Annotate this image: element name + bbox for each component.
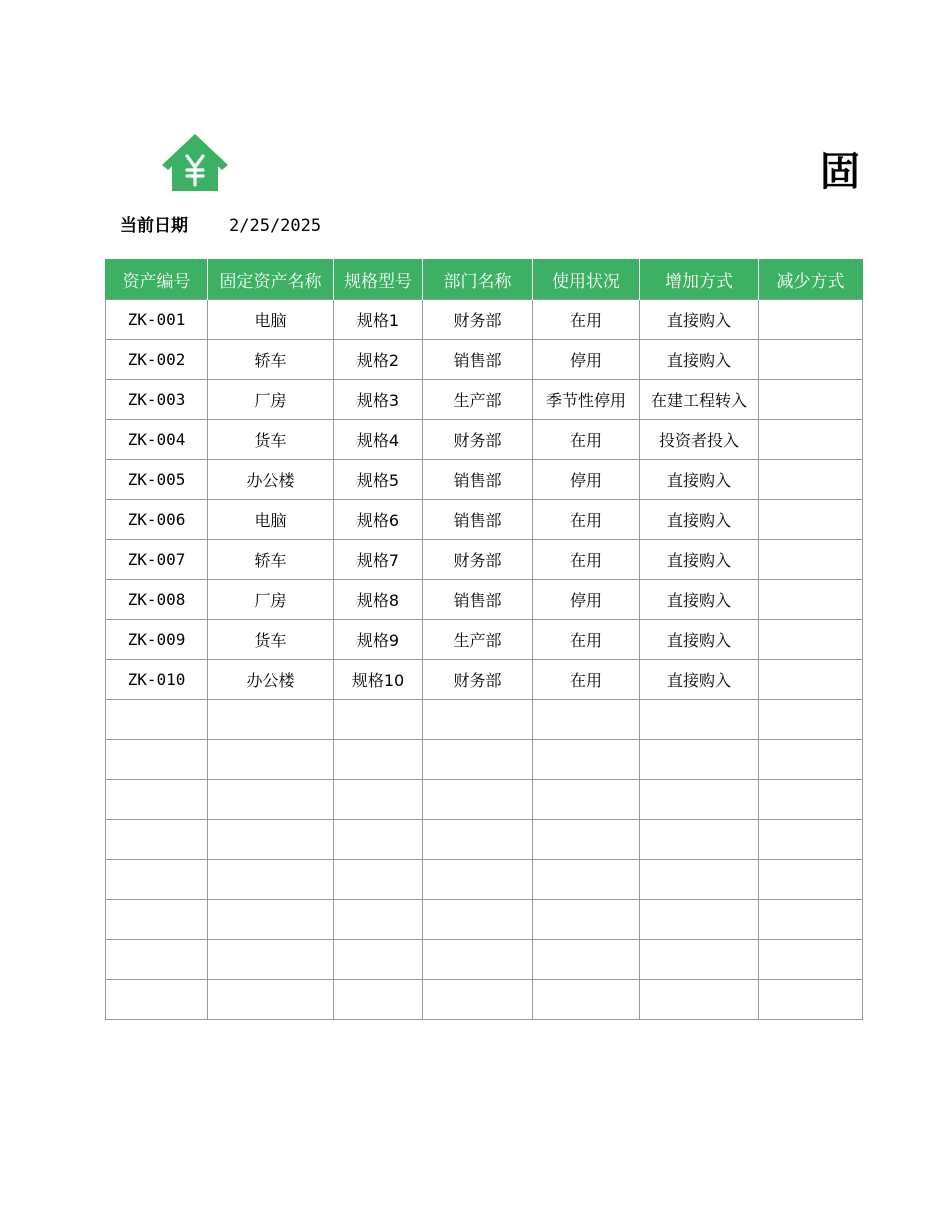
cell-spec-model[interactable]: 规格6 <box>334 500 423 540</box>
table-row <box>106 860 863 900</box>
cell-decrease-method[interactable] <box>759 660 863 700</box>
cell-usage-status[interactable] <box>533 980 640 1020</box>
cell-increase-method[interactable] <box>640 780 759 820</box>
cell-department[interactable] <box>423 980 533 1020</box>
cell-decrease-method[interactable] <box>759 420 863 460</box>
cell-usage-status[interactable]: 在用 <box>533 300 640 340</box>
cell-department[interactable]: 生产部 <box>423 620 533 660</box>
table-row <box>106 780 863 820</box>
cell-increase-method[interactable]: 直接购入 <box>640 660 759 700</box>
cell-decrease-method[interactable] <box>759 540 863 580</box>
cell-decrease-method[interactable] <box>759 940 863 980</box>
cell-usage-status[interactable]: 在用 <box>533 420 640 460</box>
cell-usage-status[interactable] <box>533 900 640 940</box>
cell-asset-id[interactable]: ZK-004 <box>106 420 208 460</box>
cell-asset-name[interactable]: 轿车 <box>208 540 334 580</box>
page-title: 固 <box>820 149 860 195</box>
cell-increase-method[interactable]: 直接购入 <box>640 300 759 340</box>
cell-decrease-method[interactable] <box>759 860 863 900</box>
cell-decrease-method[interactable] <box>759 500 863 540</box>
cell-department[interactable] <box>423 740 533 780</box>
cell-spec-model[interactable]: 规格1 <box>334 300 423 340</box>
cell-department[interactable] <box>423 780 533 820</box>
cell-decrease-method[interactable] <box>759 700 863 740</box>
cell-department[interactable]: 财务部 <box>423 660 533 700</box>
cell-asset-id[interactable] <box>106 900 208 940</box>
cell-spec-model[interactable] <box>334 940 423 980</box>
table-row <box>106 900 863 940</box>
cell-usage-status[interactable] <box>533 700 640 740</box>
cell-increase-method[interactable]: 直接购入 <box>640 340 759 380</box>
cell-asset-id[interactable] <box>106 700 208 740</box>
cell-decrease-method[interactable] <box>759 340 863 380</box>
cell-asset-id[interactable]: ZK-005 <box>106 460 208 500</box>
table-row <box>106 940 863 980</box>
cell-department[interactable] <box>423 900 533 940</box>
cell-increase-method[interactable]: 投资者投入 <box>640 420 759 460</box>
cell-department[interactable]: 销售部 <box>423 580 533 620</box>
cell-asset-name[interactable]: 货车 <box>208 620 334 660</box>
house-yen-icon <box>159 131 231 193</box>
cell-usage-status[interactable]: 在用 <box>533 620 640 660</box>
cell-asset-id[interactable]: ZK-002 <box>106 340 208 380</box>
cell-spec-model[interactable] <box>334 820 423 860</box>
column-header-asset-name: 固定资产名称 <box>208 259 334 300</box>
cell-increase-method[interactable]: 直接购入 <box>640 460 759 500</box>
cell-spec-model[interactable]: 规格5 <box>334 460 423 500</box>
cell-increase-method[interactable]: 在建工程转入 <box>640 380 759 420</box>
cell-decrease-method[interactable] <box>759 740 863 780</box>
cell-usage-status[interactable] <box>533 740 640 780</box>
cell-increase-method[interactable] <box>640 980 759 1020</box>
column-header-asset-id: 资产编号 <box>106 259 208 300</box>
cell-department[interactable]: 生产部 <box>423 380 533 420</box>
cell-usage-status[interactable]: 在用 <box>533 540 640 580</box>
column-header-department: 部门名称 <box>423 259 533 300</box>
cell-spec-model[interactable]: 规格3 <box>334 380 423 420</box>
cell-asset-id[interactable]: ZK-006 <box>106 500 208 540</box>
cell-usage-status[interactable] <box>533 780 640 820</box>
cell-asset-id[interactable]: ZK-008 <box>106 580 208 620</box>
cell-department[interactable]: 销售部 <box>423 500 533 540</box>
table-row <box>106 820 863 860</box>
cell-asset-name[interactable] <box>208 820 334 860</box>
cell-usage-status[interactable]: 在用 <box>533 660 640 700</box>
table-row <box>106 700 863 740</box>
cell-asset-id[interactable]: ZK-007 <box>106 540 208 580</box>
fixed-asset-table <box>105 259 863 1020</box>
cell-asset-name[interactable]: 轿车 <box>208 340 334 380</box>
column-header-decrease-method: 减少方式 <box>759 259 863 300</box>
cell-asset-id[interactable] <box>106 860 208 900</box>
cell-increase-method[interactable] <box>640 740 759 780</box>
cell-usage-status[interactable]: 停用 <box>533 580 640 620</box>
cell-asset-id[interactable]: ZK-001 <box>106 300 208 340</box>
cell-asset-name[interactable]: 办公楼 <box>208 460 334 500</box>
cell-department[interactable]: 财务部 <box>423 420 533 460</box>
table-row <box>106 460 863 500</box>
column-header-spec-model: 规格型号 <box>334 259 423 300</box>
cell-asset-name[interactable] <box>208 740 334 780</box>
cell-asset-name[interactable] <box>208 900 334 940</box>
cell-usage-status[interactable] <box>533 820 640 860</box>
table-row <box>106 420 863 460</box>
cell-asset-id[interactable] <box>106 980 208 1020</box>
cell-asset-name[interactable]: 电脑 <box>208 500 334 540</box>
cell-asset-name[interactable] <box>208 780 334 820</box>
cell-usage-status[interactable] <box>533 940 640 980</box>
cell-asset-id[interactable]: ZK-003 <box>106 380 208 420</box>
cell-asset-name[interactable]: 厂房 <box>208 380 334 420</box>
table-body <box>106 300 863 1020</box>
cell-decrease-method[interactable] <box>759 820 863 860</box>
table-row <box>106 500 863 540</box>
current-date-value[interactable]: 2/25/2025 <box>229 216 322 236</box>
cell-decrease-method[interactable] <box>759 460 863 500</box>
cell-increase-method[interactable]: 直接购入 <box>640 540 759 580</box>
cell-department[interactable] <box>423 820 533 860</box>
cell-department[interactable]: 销售部 <box>423 340 533 380</box>
column-header-usage-status: 使用状况 <box>533 259 640 300</box>
cell-spec-model[interactable]: 规格8 <box>334 580 423 620</box>
cell-decrease-method[interactable] <box>759 980 863 1020</box>
cell-increase-method[interactable] <box>640 700 759 740</box>
current-date-label: 当前日期 <box>120 216 188 236</box>
cell-spec-model[interactable] <box>334 780 423 820</box>
cell-asset-name[interactable] <box>208 940 334 980</box>
table-row <box>106 300 863 340</box>
cell-department[interactable]: 财务部 <box>423 540 533 580</box>
cell-increase-method[interactable] <box>640 820 759 860</box>
cell-asset-id[interactable] <box>106 780 208 820</box>
cell-asset-name[interactable]: 厂房 <box>208 580 334 620</box>
cell-spec-model[interactable]: 规格10 <box>334 660 423 700</box>
cell-decrease-method[interactable] <box>759 900 863 940</box>
table-row <box>106 980 863 1020</box>
table-row <box>106 340 863 380</box>
cell-asset-name[interactable]: 货车 <box>208 420 334 460</box>
cell-increase-method[interactable] <box>640 860 759 900</box>
cell-asset-id[interactable] <box>106 940 208 980</box>
table-header-row <box>106 259 863 300</box>
table-row <box>106 620 863 660</box>
cell-spec-model[interactable] <box>334 860 423 900</box>
cell-usage-status[interactable]: 在用 <box>533 500 640 540</box>
table-row <box>106 580 863 620</box>
cell-increase-method[interactable] <box>640 940 759 980</box>
cell-spec-model[interactable]: 规格7 <box>334 540 423 580</box>
cell-asset-name[interactable] <box>208 700 334 740</box>
cell-asset-name[interactable] <box>208 860 334 900</box>
table-row <box>106 540 863 580</box>
cell-increase-method[interactable]: 直接购入 <box>640 580 759 620</box>
cell-decrease-method[interactable] <box>759 780 863 820</box>
cell-department[interactable]: 财务部 <box>423 300 533 340</box>
cell-usage-status[interactable] <box>533 860 640 900</box>
table-row <box>106 740 863 780</box>
cell-spec-model[interactable] <box>334 700 423 740</box>
cell-decrease-method[interactable] <box>759 380 863 420</box>
cell-spec-model[interactable]: 规格4 <box>334 420 423 460</box>
cell-increase-method[interactable]: 直接购入 <box>640 500 759 540</box>
cell-usage-status[interactable]: 停用 <box>533 460 640 500</box>
cell-increase-method[interactable] <box>640 900 759 940</box>
cell-asset-id[interactable]: ZK-010 <box>106 660 208 700</box>
cell-usage-status[interactable]: 停用 <box>533 340 640 380</box>
cell-usage-status[interactable]: 季节性停用 <box>533 380 640 420</box>
cell-decrease-method[interactable] <box>759 300 863 340</box>
cell-increase-method[interactable]: 直接购入 <box>640 620 759 660</box>
cell-spec-model[interactable] <box>334 980 423 1020</box>
cell-asset-id[interactable]: ZK-009 <box>106 620 208 660</box>
cell-asset-id[interactable] <box>106 820 208 860</box>
cell-department[interactable] <box>423 700 533 740</box>
cell-spec-model[interactable] <box>334 900 423 940</box>
cell-decrease-method[interactable] <box>759 580 863 620</box>
column-header-increase-method: 增加方式 <box>640 259 759 300</box>
cell-spec-model[interactable]: 规格9 <box>334 620 423 660</box>
cell-department[interactable]: 销售部 <box>423 460 533 500</box>
cell-asset-name[interactable]: 办公楼 <box>208 660 334 700</box>
cell-department[interactable] <box>423 940 533 980</box>
cell-department[interactable] <box>423 860 533 900</box>
cell-spec-model[interactable] <box>334 740 423 780</box>
cell-decrease-method[interactable] <box>759 620 863 660</box>
cell-asset-name[interactable] <box>208 980 334 1020</box>
cell-asset-id[interactable] <box>106 740 208 780</box>
cell-spec-model[interactable]: 规格2 <box>334 340 423 380</box>
table-row <box>106 660 863 700</box>
cell-asset-name[interactable]: 电脑 <box>208 300 334 340</box>
table-row <box>106 380 863 420</box>
